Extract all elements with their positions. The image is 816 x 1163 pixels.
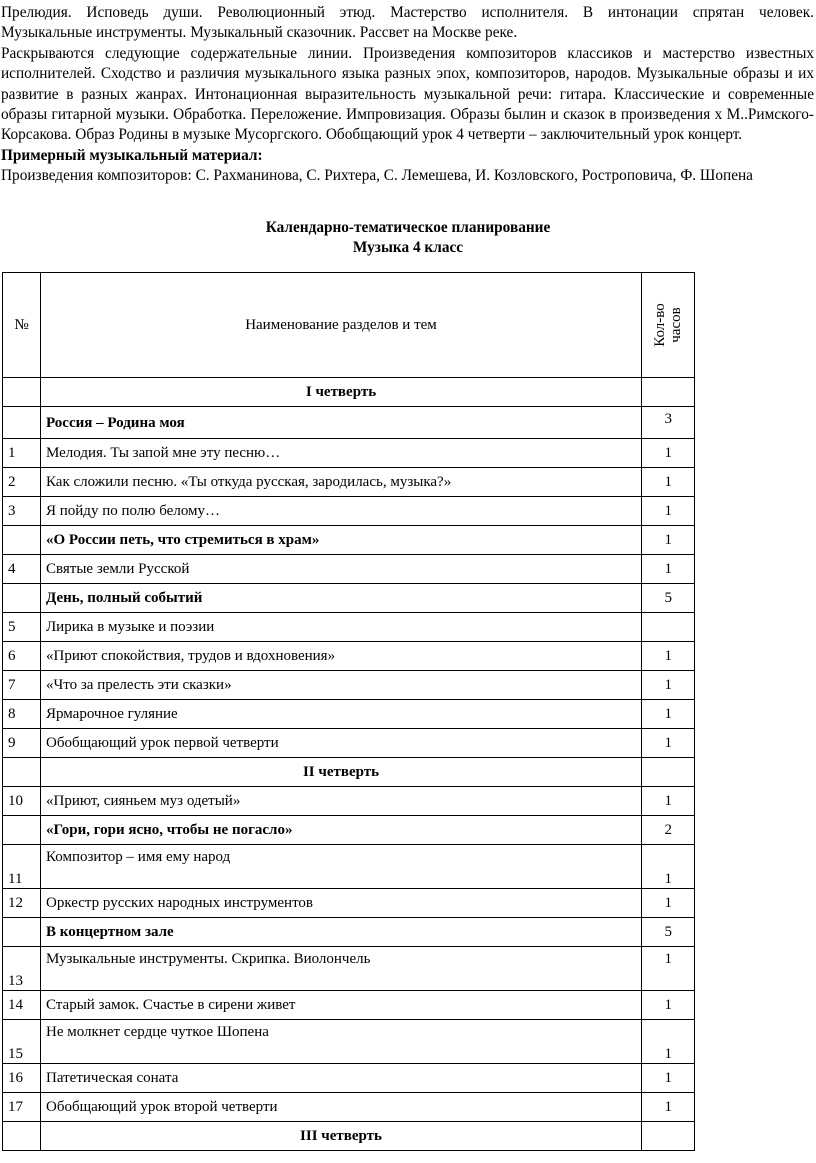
- row-hours: [642, 613, 695, 642]
- row-title: Оркестр русских народных инструментов: [41, 889, 642, 918]
- material-text: Произведения композиторов: С. Рахманинова, С. Рихтера, С. Лемешева, И. Козловского, Ростроповича, Ф. Шопена: [1, 167, 753, 185]
- row-number: 13: [3, 947, 41, 991]
- row-hours: 1: [642, 555, 695, 584]
- section-row: [3, 816, 695, 845]
- row-hours: [642, 378, 695, 407]
- row-number: [3, 407, 41, 439]
- table-row: [3, 729, 695, 758]
- row-number: 15: [3, 1020, 41, 1064]
- section-row: [3, 584, 695, 613]
- row-title: В концертном зале: [41, 918, 642, 947]
- table-row: [3, 787, 695, 816]
- section-row: [3, 918, 695, 947]
- table-row: [3, 1093, 695, 1122]
- row-title: II четверть: [41, 758, 642, 787]
- quarter-row: [3, 758, 695, 787]
- plan-subtitle: Музыка 4 класс: [352, 239, 464, 256]
- header-hours: [642, 273, 695, 378]
- row-hours: 1: [642, 700, 695, 729]
- header-num: №: [3, 273, 41, 378]
- row-title: Как сложили песню. «Ты откуда русская, зародилась, музыка?»: [41, 468, 642, 497]
- table-row: [3, 889, 695, 918]
- row-hours: 5: [642, 918, 695, 947]
- section-row: [3, 526, 695, 555]
- header-title: Наименование разделов и тем: [41, 273, 642, 378]
- row-title: «Приют спокойствия, трудов и вдохновения»: [41, 642, 642, 671]
- row-hours: 1: [642, 439, 695, 468]
- row-number: 5: [3, 613, 41, 642]
- row-title: Святые земли Русской: [41, 555, 642, 584]
- row-number: [3, 758, 41, 787]
- row-number: 12: [3, 889, 41, 918]
- material-heading: Примерный музыкальный материал:: [1, 146, 263, 164]
- table-row: [3, 1020, 695, 1064]
- row-title: День, полный событий: [41, 584, 642, 613]
- header-hours-line1: Кол-во: [652, 303, 668, 347]
- row-hours: 1: [642, 845, 695, 889]
- row-hours: 1: [642, 991, 695, 1020]
- row-hours: 1: [642, 1020, 695, 1064]
- row-title: Музыкальные инструменты. Скрипка. Виолончель: [41, 947, 642, 991]
- row-number: [3, 918, 41, 947]
- table-row: [3, 991, 695, 1020]
- row-title: Старый замок. Счастье в сирени живет: [41, 991, 642, 1020]
- row-hours: 1: [642, 642, 695, 671]
- intro-line-2: Музыкальные инструменты. Музыкальный сказочник. Рассвет на Москве реке.: [1, 24, 518, 42]
- row-hours: 1: [642, 1093, 695, 1122]
- row-hours: 2: [642, 816, 695, 845]
- table-row: [3, 468, 695, 497]
- table-header-row: [3, 273, 695, 378]
- row-number: 9: [3, 729, 41, 758]
- row-title: Мелодия. Ты запой мне эту песню…: [41, 439, 642, 468]
- table-row: [3, 947, 695, 991]
- table-row: [3, 642, 695, 671]
- table-row: [3, 613, 695, 642]
- row-number: [3, 378, 41, 407]
- row-title: Я пойду по полю белому…: [41, 497, 642, 526]
- row-number: 11: [3, 845, 41, 889]
- row-title: Россия – Родина моя: [41, 407, 642, 439]
- row-hours: 1: [642, 787, 695, 816]
- row-hours: [642, 758, 695, 787]
- row-hours: 1: [642, 889, 695, 918]
- row-number: 8: [3, 700, 41, 729]
- row-number: 4: [3, 555, 41, 584]
- table-row: [3, 1064, 695, 1093]
- row-number: 6: [3, 642, 41, 671]
- row-title: Обобщающий урок первой четверти: [41, 729, 642, 758]
- intro-paragraph-2: Раскрываются следующие содержательные линии. Произведения композиторов классиков и мастерство известных исполнителей. Сходство и различия музыкального языка разных эпох, композиторов, народов. Музыкальные образы и их развитие в разных жанрах. Интонационная выразительность музыкальной речи: гитара. Классические и современные образы гитарной музыки. Обработка. Переложение. Импровизация. Образы былин и сказок в произведения х М..Римского-Корсакова. Образ Родины в музыке Мусоргского. Обобщающий урок 4 четверти – заключительный урок концерт.: [1, 44, 814, 144]
- intro-text: [1, 3, 814, 187]
- table-row: [3, 439, 695, 468]
- table-row: [3, 671, 695, 700]
- row-title: Патетическая соната: [41, 1064, 642, 1093]
- row-number: 10: [3, 787, 41, 816]
- table-row: [3, 845, 695, 889]
- row-hours: [642, 1122, 695, 1151]
- row-number: 2: [3, 468, 41, 497]
- intro-line-1: Прелюдия. Исповедь души. Революционный этюд. Мастерство исполнителя. В интонации спрятан человек.: [1, 4, 814, 21]
- row-hours: 1: [642, 729, 695, 758]
- row-title: «Что за прелесть эти сказки»: [41, 671, 642, 700]
- row-hours: 1: [642, 1064, 695, 1093]
- row-title: Не молкнет сердце чуткое Шопена: [41, 1020, 642, 1064]
- row-number: 17: [3, 1093, 41, 1122]
- row-title: Обобщающий урок второй четверти: [41, 1093, 642, 1122]
- row-title: «Гори, гори ясно, чтобы не погасло»: [41, 816, 642, 845]
- plan-table: [2, 272, 695, 1151]
- row-number: [3, 584, 41, 613]
- quarter-row: [3, 378, 695, 407]
- header-hours-line2: часов: [668, 307, 684, 343]
- row-number: [3, 816, 41, 845]
- row-title: «Приют, сияньем муз одетый»: [41, 787, 642, 816]
- row-number: 3: [3, 497, 41, 526]
- row-number: [3, 526, 41, 555]
- row-title: Ярмарочное гуляние: [41, 700, 642, 729]
- row-title: Лирика в музыке и поэзии: [41, 613, 642, 642]
- row-hours: 1: [642, 468, 695, 497]
- row-hours: 1: [642, 497, 695, 526]
- row-number: 16: [3, 1064, 41, 1093]
- row-number: 14: [3, 991, 41, 1020]
- row-number: 1: [3, 439, 41, 468]
- table-row: [3, 700, 695, 729]
- row-hours: 1: [642, 947, 695, 991]
- row-number: [3, 1122, 41, 1151]
- row-hours: 3: [642, 407, 695, 439]
- quarter-row: [3, 1122, 695, 1151]
- row-title: Композитор – имя ему народ: [41, 845, 642, 889]
- row-hours: 1: [642, 671, 695, 700]
- row-title: III четверть: [41, 1122, 642, 1151]
- table-row: [3, 555, 695, 584]
- row-hours: 1: [642, 526, 695, 555]
- row-title: «О России петь, что стремиться в храм»: [41, 526, 642, 555]
- table-row: [3, 497, 695, 526]
- row-hours: 5: [642, 584, 695, 613]
- plan-title: Календарно-тематическое планирование: [265, 219, 551, 236]
- row-number: 7: [3, 671, 41, 700]
- row-title: I четверть: [41, 378, 642, 407]
- section-row: [3, 407, 695, 439]
